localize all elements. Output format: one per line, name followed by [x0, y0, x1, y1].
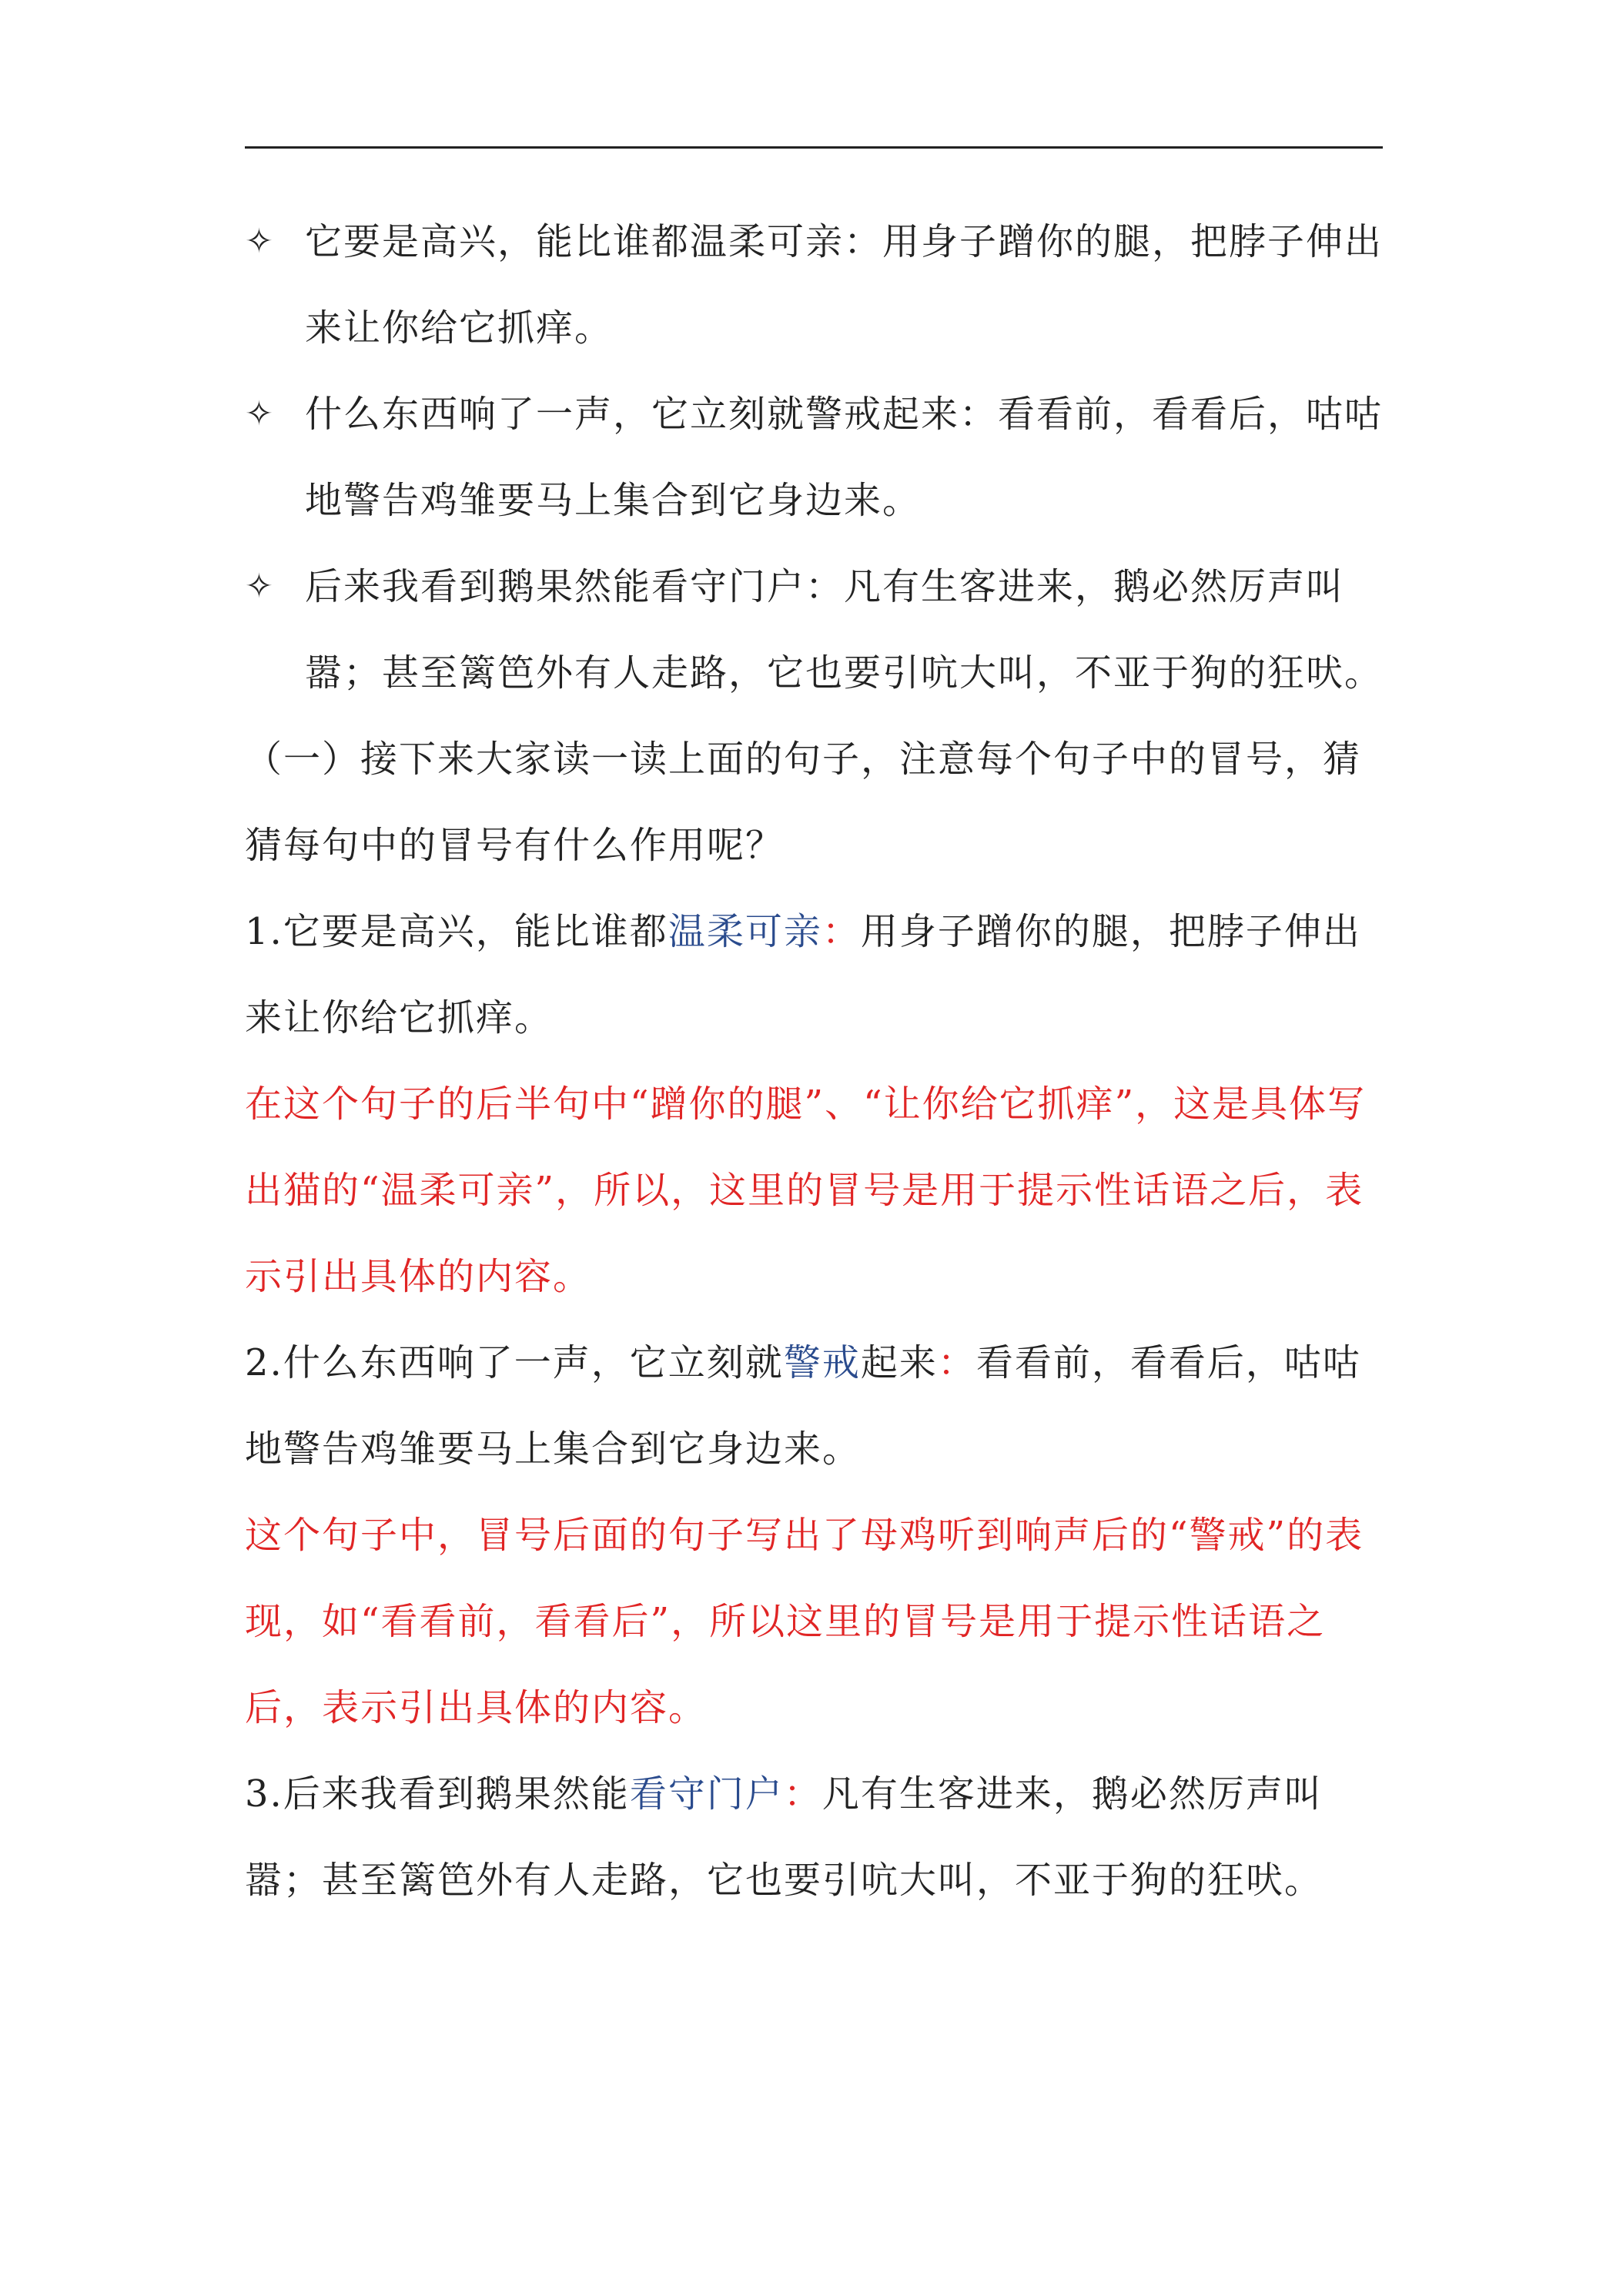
answer-1: 在这个句子的后半句中“蹭你的腿”、“让你给它抓痒”，这是具体写出猫的“温柔可亲”，所以，这里的冒号是用于提示性话语之后，表示引出具体的内容。	[245, 1083, 1367, 1298]
sentence-2-keyword: 警戒	[783, 1341, 861, 1384]
sentence-3-colon: ：	[783, 1772, 822, 1816]
sparkle-bullet-icon: ✧	[245, 222, 275, 261]
sentence-1-pre: 1.它要是高兴，能比谁都	[245, 910, 668, 953]
sentence-3-pre: 3.后来我看到鹅果然能	[245, 1772, 630, 1816]
sentence-1-post: 用身子蹭你的腿，把脖子伸出来让你给它抓痒。	[245, 910, 1361, 1039]
sentence-3-keyword: 看守门户	[629, 1772, 784, 1816]
sentence-1	[245, 889, 1384, 1061]
sentence-2-pre: 2.什么东西响了一声，它立刻就	[245, 1341, 784, 1384]
bullet-text: 后来我看到鹅果然能看守门户：凡有生客进来，鹅必然厉声叫嚣；甚至篱笆外有人走路，它也要引吭大叫，不亚于狗的狂吠。	[305, 565, 1384, 694]
sentence-1-colon: ：	[822, 910, 861, 953]
sentence-1-keyword: 温柔可亲	[668, 910, 822, 953]
bullet-item	[245, 544, 1384, 716]
document-body	[245, 199, 1384, 1923]
header-rule	[245, 146, 1383, 149]
sentence-2-mid: 起来	[860, 1341, 938, 1384]
question-paragraph: （一）接下来大家读一读上面的句子，注意每个句子中的冒号，猜猜每句中的冒号有什么作用呢？	[245, 738, 1362, 867]
bullet-item	[245, 199, 1384, 371]
bullet-text: 它要是高兴，能比谁都温柔可亲：用身子蹭你的腿，把脖子伸出来让你给它抓痒。	[305, 220, 1384, 350]
sentence-3-post: 凡有生客进来，鹅必然厉声叫嚣；甚至篱笆外有人走路，它也要引吭大叫，不亚于狗的狂吠。	[245, 1772, 1323, 1902]
sparkle-bullet-icon: ✧	[245, 567, 275, 606]
bullet-item	[245, 371, 1384, 544]
bullet-text: 什么东西响了一声，它立刻就警戒起来：看看前，看看后，咕咕地警告鸡雏要马上集合到它身边来。	[305, 393, 1384, 522]
sentence-2	[245, 1320, 1384, 1492]
sentence-2-post: 看看前，看看后，咕咕地警告鸡雏要马上集合到它身边来。	[245, 1341, 1361, 1471]
sentence-2-colon: ：	[937, 1341, 976, 1384]
sentence-3	[245, 1751, 1384, 1923]
answer-2: 这个句子中，冒号后面的句子写出了母鸡听到响声后的“警戒”的表现，如“看看前，看看后”，所以这里的冒号是用于提示性话语之后，表示引出具体的内容。	[245, 1514, 1364, 1729]
sparkle-bullet-icon: ✧	[245, 394, 275, 433]
